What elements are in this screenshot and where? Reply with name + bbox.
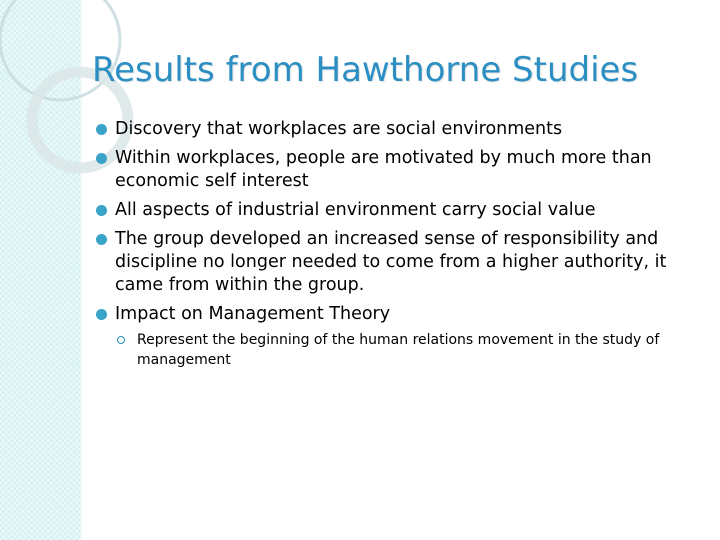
slide-content (92, 118, 692, 376)
bullet-item (92, 118, 692, 141)
bullet-text: All aspects of industrial environment carry social value (115, 200, 596, 220)
bullet-item (92, 199, 692, 222)
bullet-text: Impact on Management Theory (115, 304, 391, 324)
bullet-icon (96, 124, 107, 135)
bullet-icon (96, 234, 107, 245)
bullet-list (92, 118, 692, 370)
sub-bullet-icon (117, 336, 125, 344)
bullet-icon (96, 153, 107, 164)
bullet-item (92, 147, 692, 193)
bullet-item (92, 303, 692, 370)
sub-bullet-item (115, 330, 692, 370)
sub-bullet-list (115, 330, 692, 370)
bullet-text: The group developed an increased sense of responsibility and discipline no longer needed to come from a higher authority, it came from within the group. (115, 229, 667, 295)
bullet-item (92, 228, 692, 297)
bullet-icon (96, 205, 107, 216)
bullet-text: Within workplaces, people are motivated by much more than economic self interest (115, 148, 652, 191)
bullet-text: Discovery that workplaces are social environments (115, 119, 563, 139)
sub-bullet-text: Represent the beginning of the human relations movement in the study of management (137, 332, 660, 368)
bullet-icon (96, 309, 107, 320)
slide-title: Results from Hawthorne Studies (92, 50, 639, 90)
